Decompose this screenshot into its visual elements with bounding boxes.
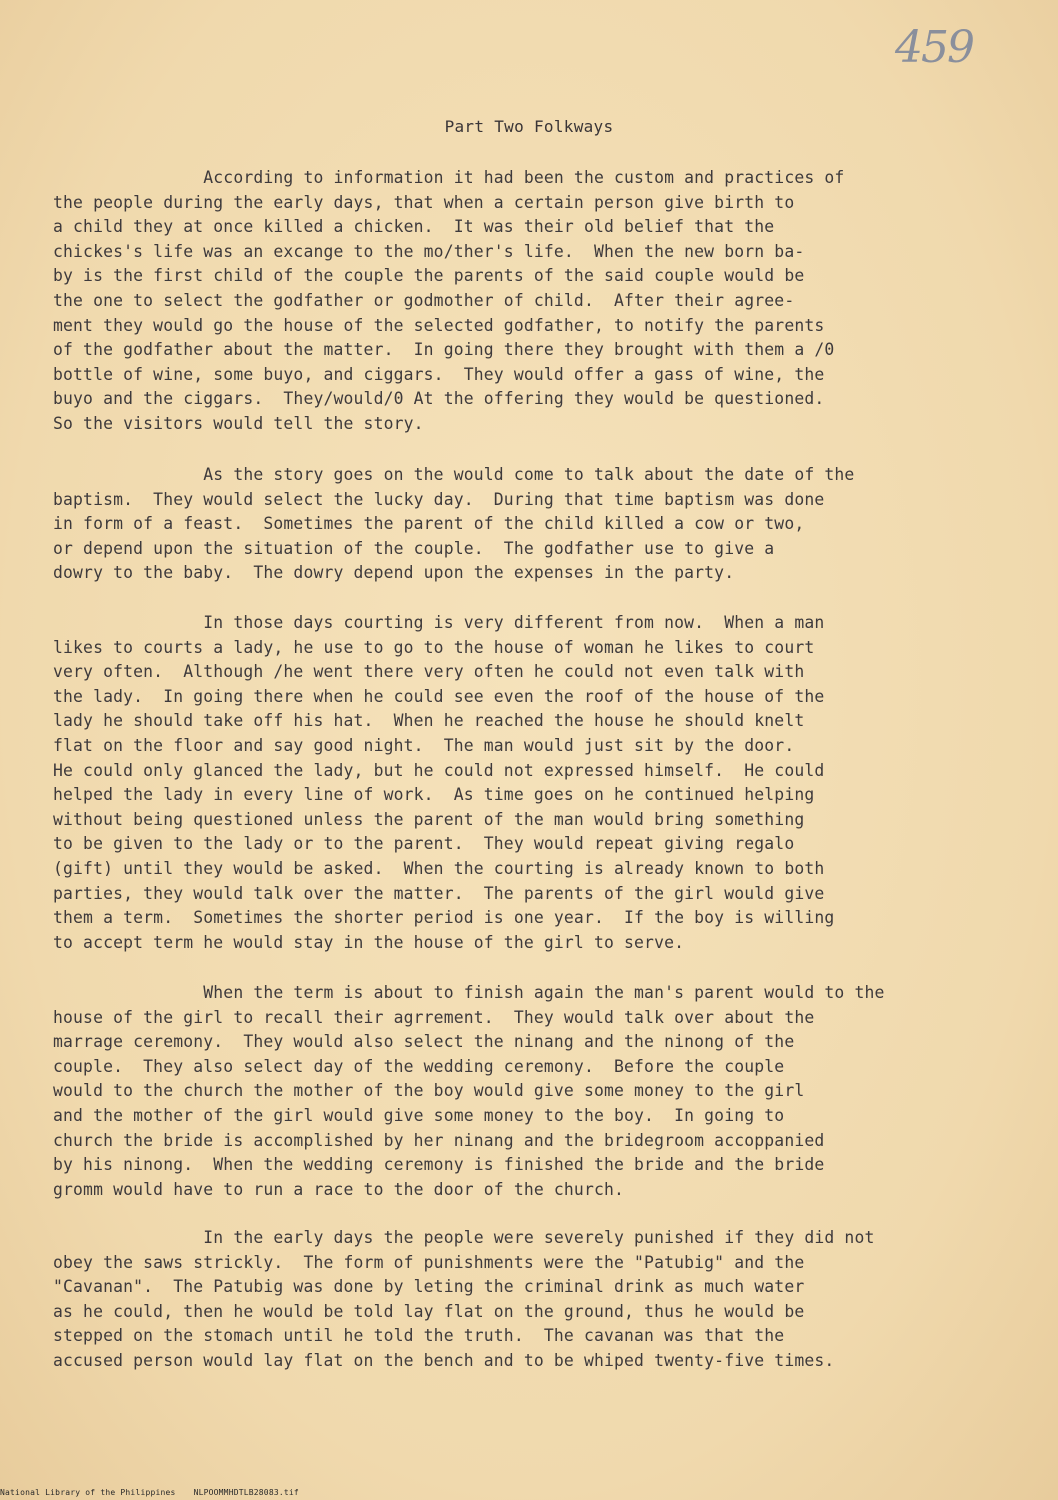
text-line: church the bride is accomplished by her ninang and the bridegroom accoppanied	[53, 1130, 825, 1150]
text-line: the people during the early days, that when a certain person give birth to	[53, 192, 795, 212]
text-line: accused person would lay flat on the bench and to be whiped twenty-five times.	[53, 1350, 835, 1370]
text-line: or depend upon the situation of the couple. The godfather use to give a	[53, 538, 775, 558]
text-line: without being questioned unless the parent of the man would bring something	[53, 809, 805, 829]
text-line: (gift) until they would be asked. When the courting is already known to both	[53, 858, 825, 878]
paragraph-punishments	[53, 1226, 1013, 1374]
footer	[0, 1488, 317, 1497]
text-line: In the early days the people were severely punished if they did not	[53, 1228, 875, 1247]
text-line: bottle of wine, some buyo, and ciggars. They would offer a gass of wine, the	[53, 364, 825, 384]
text-line: couple. They also select day of the wedding ceremony. Before the couple	[53, 1056, 785, 1076]
text-line: As the story goes on the would come to talk about the date of the	[53, 465, 855, 484]
paragraph-births	[53, 166, 1013, 437]
text-line: lady he should take off his hat. When he reached the house he should knelt	[53, 711, 805, 731]
text-line: baptism. They would select the lucky day. During that time baptism was done	[53, 489, 825, 509]
text-line: them a term. Sometimes the shorter period is one year. If the boy is willing	[53, 908, 835, 928]
text-line: of the godfather about the matter. In going there they brought with them a /0	[53, 340, 835, 360]
text-line: He could only glanced the lady, but he could not expressed himself. He could	[53, 760, 825, 780]
paragraph-baptism	[53, 463, 1013, 586]
text-line: would to the church the mother of the boy would give some money to the girl	[53, 1081, 805, 1101]
text-line: a child they at once killed a chicken. It was their old belief that the	[53, 217, 775, 237]
text-line: by is the first child of the couple the parents of the said couple would be	[53, 266, 805, 286]
text-line: ment they would go the house of the selected godfather, to notify the parents	[53, 315, 825, 335]
text-line: obey the saws strickly. The form of punishments were the "Patubig" and the	[53, 1252, 805, 1272]
text-line: the lady. In going there when he could see even the roof of the house of the	[53, 686, 825, 706]
text-line: dowry to the baby. The dowry depend upon the expenses in the party.	[53, 563, 735, 583]
text-line: When the term is about to finish again the man's parent would to the	[53, 983, 885, 1002]
text-line: house of the girl to recall their agrrement. They would talk over about the	[53, 1007, 815, 1027]
text-line: to accept term he would stay in the house of the girl to serve.	[53, 932, 685, 952]
text-line: the one to select the godfather or godmother of child. After their agree-	[53, 290, 795, 310]
text-line: stepped on the stomach until he told the truth. The cavanan was that the	[53, 1326, 785, 1346]
text-line: "Cavanan". The Patubig was done by leting the criminal drink as much water	[53, 1277, 805, 1297]
footer-library: National Library of the Philippines	[0, 1488, 176, 1497]
text-line: helped the lady in every line of work. As time goes on he continued helping	[53, 785, 815, 805]
page-title: Part Two Folkways	[444, 117, 614, 136]
text-line: flat on the floor and say good night. The man would just sit by the door.	[53, 735, 795, 755]
text-line: chickes's life was an excange to the mo/ther's life. When the new born ba-	[53, 241, 805, 261]
text-line: marrage ceremony. They would also select the ninang and the ninong of the	[53, 1032, 795, 1052]
text-line: and the mother of the girl would give some money to the boy. In going to	[53, 1105, 785, 1125]
page-number: 459	[895, 22, 973, 73]
footer-filename: NLPOOMMHDTLB28083.tif	[193, 1488, 299, 1497]
text-line: to be given to the lady or to the parent. They would repeat giving regalo	[53, 834, 795, 854]
paragraph-wedding	[53, 981, 1013, 1202]
text-line: by his ninong. When the wedding ceremony is finished the bride and the bride	[53, 1155, 825, 1175]
text-line: gromm would have to run a race to the door of the church.	[53, 1179, 625, 1199]
text-line: as he could, then he would be told lay flat on the ground, thus he would be	[53, 1301, 805, 1321]
paragraph-courting	[53, 611, 1013, 955]
text-line: According to information it had been the custom and practices of	[53, 168, 845, 187]
text-line: So the visitors would tell the story.	[53, 413, 424, 433]
text-line: parties, they would talk over the matter. The parents of the girl would give	[53, 883, 825, 903]
text-line: in form of a feast. Sometimes the parent of the child killed a cow or two,	[53, 514, 805, 534]
text-line: In those days courting is very different from now. When a man	[53, 613, 825, 632]
text-line: very often. Although /he went there very often he could not even talk with	[53, 662, 805, 682]
text-line: buyo and the ciggars. They/would/0 At the offering they would be questioned.	[53, 389, 825, 409]
text-line: likes to courts a lady, he use to go to the house of woman he likes to court	[53, 637, 815, 657]
